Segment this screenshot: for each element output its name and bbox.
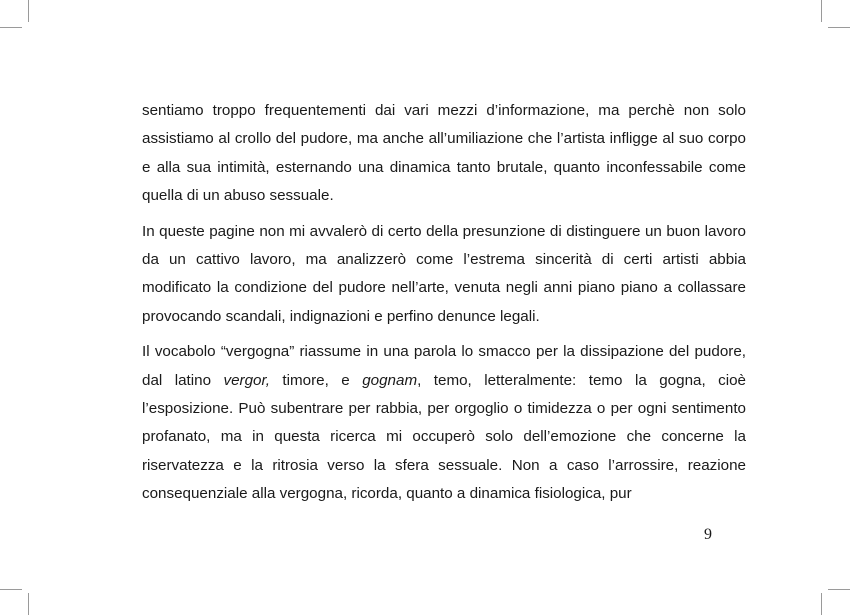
paragraph bbox=[142, 338, 746, 508]
crop-mark-left-bottom bbox=[0, 589, 22, 590]
latin-term: vergor, bbox=[223, 371, 270, 389]
paragraph-text: sentiamo troppo frequentementi dai vari mezzi d’informazione, ma perchè non solo assistiamo al crollo del pudore, ma anche all’umiliazione che l’artista infligge al suo corpo e alla sua intimità, esternando una dinamica tanto brutale, quanto inconfessabile come quella di un abuso sessuale. bbox=[142, 102, 746, 204]
crop-mark-bottom-left bbox=[28, 593, 29, 615]
paragraph-text: In queste pagine non mi avvalerò di certo della presunzione di distinguere un buon lavoro da un cattivo lavoro, ma analizzerò come l’estrema sincerità di certi artisti abbia modificato la condizione del pudore nell’arte, venuta negli anni piano piano a collassare provocando scandali, indignazioni e perfino denunce legali. bbox=[142, 222, 746, 325]
latin-term: gognam bbox=[362, 371, 418, 389]
crop-mark-top-left bbox=[28, 0, 29, 22]
body-text bbox=[142, 97, 746, 516]
page-number: 9 bbox=[704, 526, 712, 543]
crop-mark-right-bottom bbox=[828, 589, 850, 590]
crop-mark-right-top bbox=[828, 27, 850, 28]
paragraph-text: timore, e bbox=[269, 371, 363, 389]
paragraph-text: Il vocabolo “vergogna” riassume in una parola lo smacco per la dissipazione del pudore, dal latino bbox=[142, 343, 746, 389]
crop-mark-bottom-right bbox=[821, 593, 822, 615]
crop-mark-left-top bbox=[0, 27, 22, 28]
paragraph bbox=[142, 97, 746, 210]
crop-mark-top-right bbox=[821, 0, 822, 22]
paragraph bbox=[142, 218, 746, 331]
paragraph-text: , temo, letteralmente: temo la gogna, cioè l’esposizione. Può subentrare per rabbia, per orgoglio o timidezza o per ogni sentimento profanato, ma in questa ricerca mi occuperò solo dell’emozione che concerne la riservatezza e la ritrosia verso la sfera sessuale. Non a caso l’arrossire, reazione consequenziale alla vergogna, ricorda, quanto a dinamica fisiologica, pur bbox=[142, 371, 747, 502]
